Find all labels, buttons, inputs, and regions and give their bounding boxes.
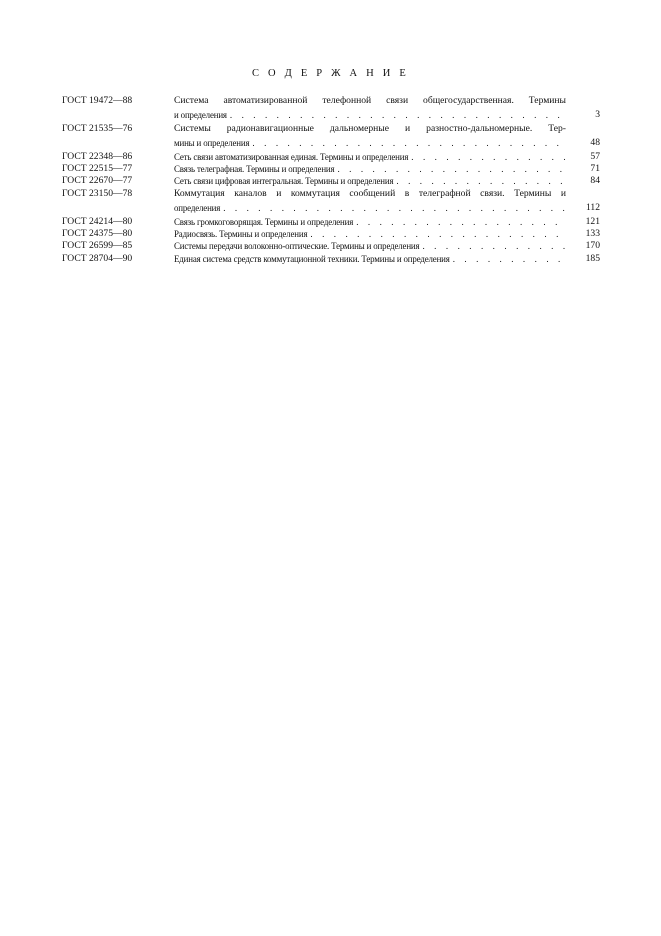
toc-entry-body [174,228,600,240]
toc-entry-leader-line [174,137,566,149]
toc-entry [62,240,600,252]
toc-leader-dots [310,228,566,240]
toc-entry [62,253,600,265]
toc-entry-page: 57 [590,150,600,162]
toc-entry [62,175,600,187]
toc-entry-title: Связь телеграфная. Термины и определения [174,164,335,175]
toc-entry-leader-line [174,240,566,252]
toc-leader-dots [223,202,566,214]
toc-leader-dots [422,240,566,252]
toc-entry-page: 48 [590,137,600,149]
toc-leader-dots [396,175,566,187]
toc-leader-dots [411,151,566,163]
toc-entry-code: ГОСТ 22670—77 [62,175,133,187]
toc-entry-title-line: Система автоматизированной телефонной связи общегосударственная. Термины [174,95,566,106]
toc-entry-leader-line [174,202,566,214]
toc-entry [62,163,600,175]
toc-entry-page: 133 [585,228,600,240]
toc-entry-title-line: Коммутация каналов и коммутация сообщений в телеграфной связи. Термины и [174,187,566,199]
toc-entry-title: Единая система средств коммутационной техники. Термины и определения [174,253,450,264]
toc-entry-code: ГОСТ 22515—77 [62,163,133,175]
toc-entry-title: Радиосвязь. Термины и определения [174,229,308,240]
toc-entry-body [174,151,600,163]
toc-entry-code: ГОСТ 23150—78 [62,187,133,199]
toc-leader-dots [453,253,566,265]
toc-leader-dots [230,109,566,121]
toc-leader-dots [252,137,566,149]
toc-entry-page: 71 [590,163,600,175]
toc-entry-code: ГОСТ 22348—86 [62,150,133,162]
toc-leader-dots [337,163,566,175]
toc-entry-title: Связь громкоговорящая. Термины и определения [174,216,354,227]
toc-entry-code: ГОСТ 19472—88 [62,95,133,106]
toc-entry-code: ГОСТ 26599—85 [62,240,133,252]
toc-entry-leader-line [174,163,566,175]
toc-entry-title-end: мины и определения [174,138,250,149]
toc-entry-body [174,253,600,265]
toc-entry-body [174,95,600,122]
toc-entry-code: ГОСТ 24214—80 [62,215,133,227]
toc-entry-body [174,163,600,175]
toc-entry-page: 3 [595,109,600,121]
toc-entry [62,228,600,240]
toc-entry-leader-line [174,175,566,187]
toc-entry-leader-line [174,109,566,121]
page-title: С О Д Е Р Ж А Н И Е [252,68,409,79]
toc-entry-leader-line [174,253,566,265]
toc-entry-title: Сеть связи цифровая интегральная. Термины и определения [174,176,394,187]
toc-entry-leader-line [174,151,566,163]
toc-entry-leader-line [174,216,566,228]
toc-entry [62,123,600,150]
toc-entry-title-end: и определения [174,110,227,121]
toc-entry-page: 112 [585,202,600,214]
table-of-contents [62,95,600,265]
toc-entry-page: 121 [585,215,600,227]
toc-leader-dots [356,216,566,228]
toc-entry-leader-line [174,228,566,240]
toc-entry-body [174,240,600,252]
toc-entry-code: ГОСТ 24375—80 [62,228,133,240]
toc-entry-title-line: Системы радионавигационные дальномерные и разностно-дальномерные. Тер- [174,122,566,134]
toc-entry [62,151,600,163]
toc-entry-body [174,123,600,150]
toc-entry-code: ГОСТ 28704—90 [62,252,133,264]
toc-entry [62,95,600,122]
toc-entry-page: 170 [585,240,600,252]
toc-entry-body [174,188,600,215]
toc-entry [62,188,600,215]
toc-entry-page: 185 [585,252,600,264]
toc-entry-code: ГОСТ 21535—76 [62,122,133,134]
toc-entry-title-end: определения [174,203,221,214]
toc-entry-body [174,175,600,187]
toc-entry-page: 84 [590,175,600,187]
toc-entry-title: Системы передачи волоконно-оптические. Термины и определения [174,241,420,252]
toc-entry [62,216,600,228]
toc-entry-title: Сеть связи автоматизированная единая. Термины и определения [174,151,409,162]
toc-entry-body [174,216,600,228]
